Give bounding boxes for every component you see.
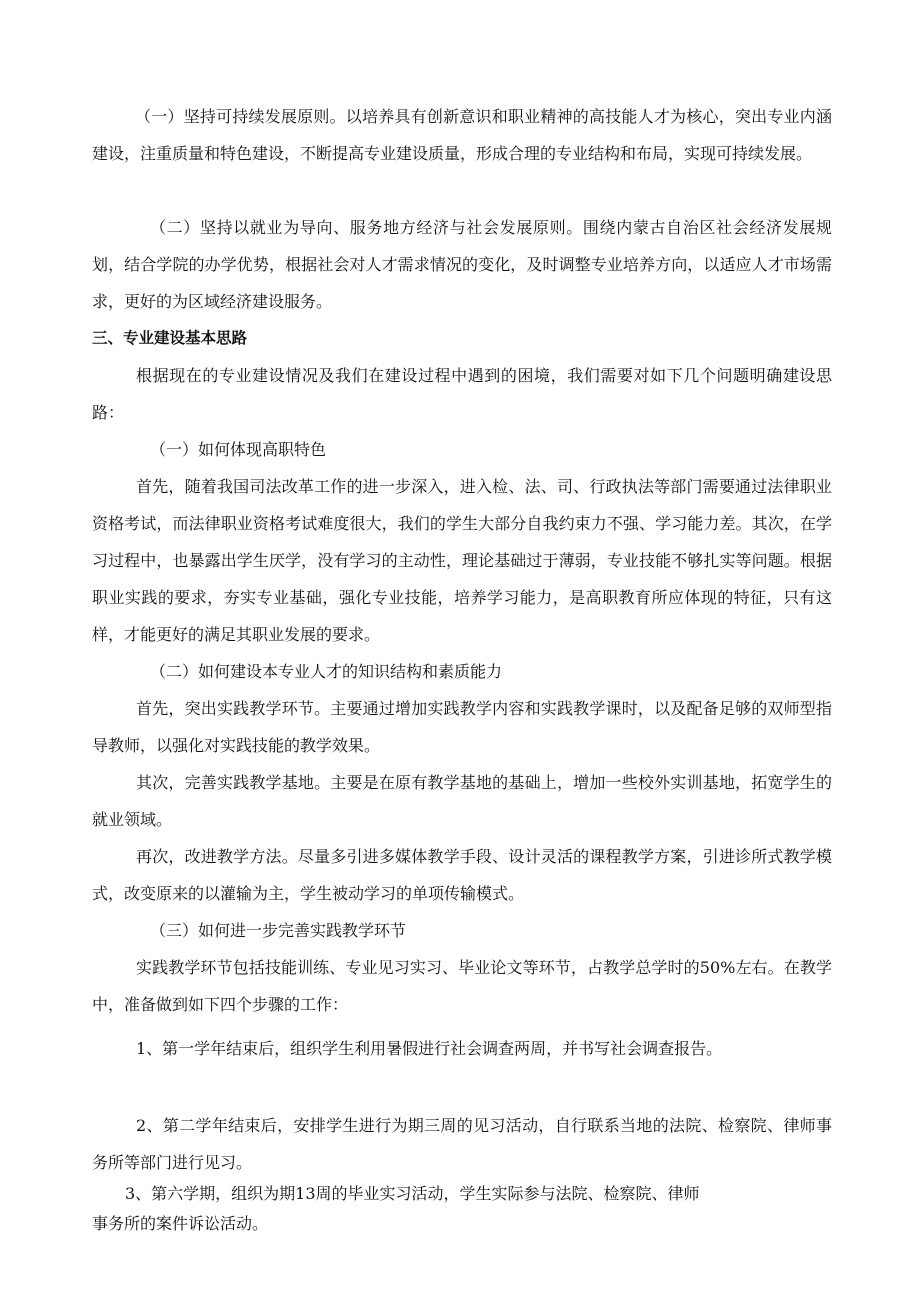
paragraph-teaching-base: 其次，完善实践教学基地。主要是在原有教学基地的基础上，增加一些校外实训基地，拓宽学生的就业领域。	[92, 773, 832, 829]
paragraph-intro: 根据现在的专业建设情况及我们在建设过程中遇到的困境，我们需要对如下几个问题明确建设思路：	[92, 366, 832, 422]
paragraph-sustainable-development: （一）坚持可持续发展原则。以培养具有创新意识和职业精神的高技能人才为核心，突出专业内涵建设，注重质量和特色建设，不断提高专业建设质量，形成合理的专业结构和布局，实现可持续发展。	[92, 107, 832, 163]
step-1: 1、第一学年结束后，组织学生利用暑假进行社会调查两周，并书写社会调查报告。	[136, 1039, 723, 1058]
paragraph-teaching-methods: 再次，改进教学方法。尽量多引进多媒体教学手段、设计灵活的课程教学方案，引进诊所式教学模式，改变原来的以灌输为主，学生被动学习的单项传输模式。	[92, 847, 832, 903]
paragraph-practice-hours: 实践教学环节包括技能训练、专业见习实习、毕业论文等环节，占教学总学时的50%左右。在教学中，准备做到如下四个步骤的工作：	[92, 958, 832, 1014]
paragraph-employment-oriented: （二）坚持以就业为导向、服务地方经济与社会发展原则。围绕内蒙古自治区社会经济发展规划，结合学院的办学优势，根据社会对人才需求情况的变化，及时调整专业培养方向，以适应人才市场需求，更好的为区域经济建设服务。	[92, 218, 832, 311]
section-heading: 三、专业建设基本思路	[92, 329, 248, 347]
subheading-practice-improvement: （三）如何进一步完善实践教学环节	[150, 921, 407, 940]
step-3-line-2: 事务所的案件诉讼活动。	[92, 1214, 269, 1233]
paragraph-practice-teaching: 首先，突出实践教学环节。主要通过增加实践教学内容和实践教学课时，以及配备足够的双师型指导教师，以强化对实践技能的教学效果。	[92, 699, 832, 755]
paragraph-vocational-features: 首先，随着我国司法改革工作的进一步深入，进入检、法、司、行政执法等部门需要通过法律职业资格考试，而法律职业资格考试难度很大，我们的学生大部分自我约束力不强、学习能力差。其次，在学习过程中，也暴露出学生厌学，没有学习的主动性，理论基础过于薄弱，专业技能不够扎实等问题。根据职业实践的要求，夯实专业基础，强化专业技能，培养学习能力，是高职教育所应体现的特征，只有这样，才能更好的满足其职业发展的要求。	[92, 477, 832, 644]
step-2: 2、第二学年结束后，安排学生进行为期三周的见习活动，自行联系当地的法院、检察院、律师事务所等部门进行见习。	[92, 1116, 832, 1172]
step-3-line-1: 3、第六学期，组织为期13周的毕业实习活动，学生实际参与法院、检察院、律师	[125, 1184, 700, 1203]
subheading-vocational-features: （一）如何体现高职特色	[150, 440, 327, 459]
subheading-knowledge-structure: （二）如何建设本专业人才的知识结构和素质能力	[150, 662, 503, 681]
